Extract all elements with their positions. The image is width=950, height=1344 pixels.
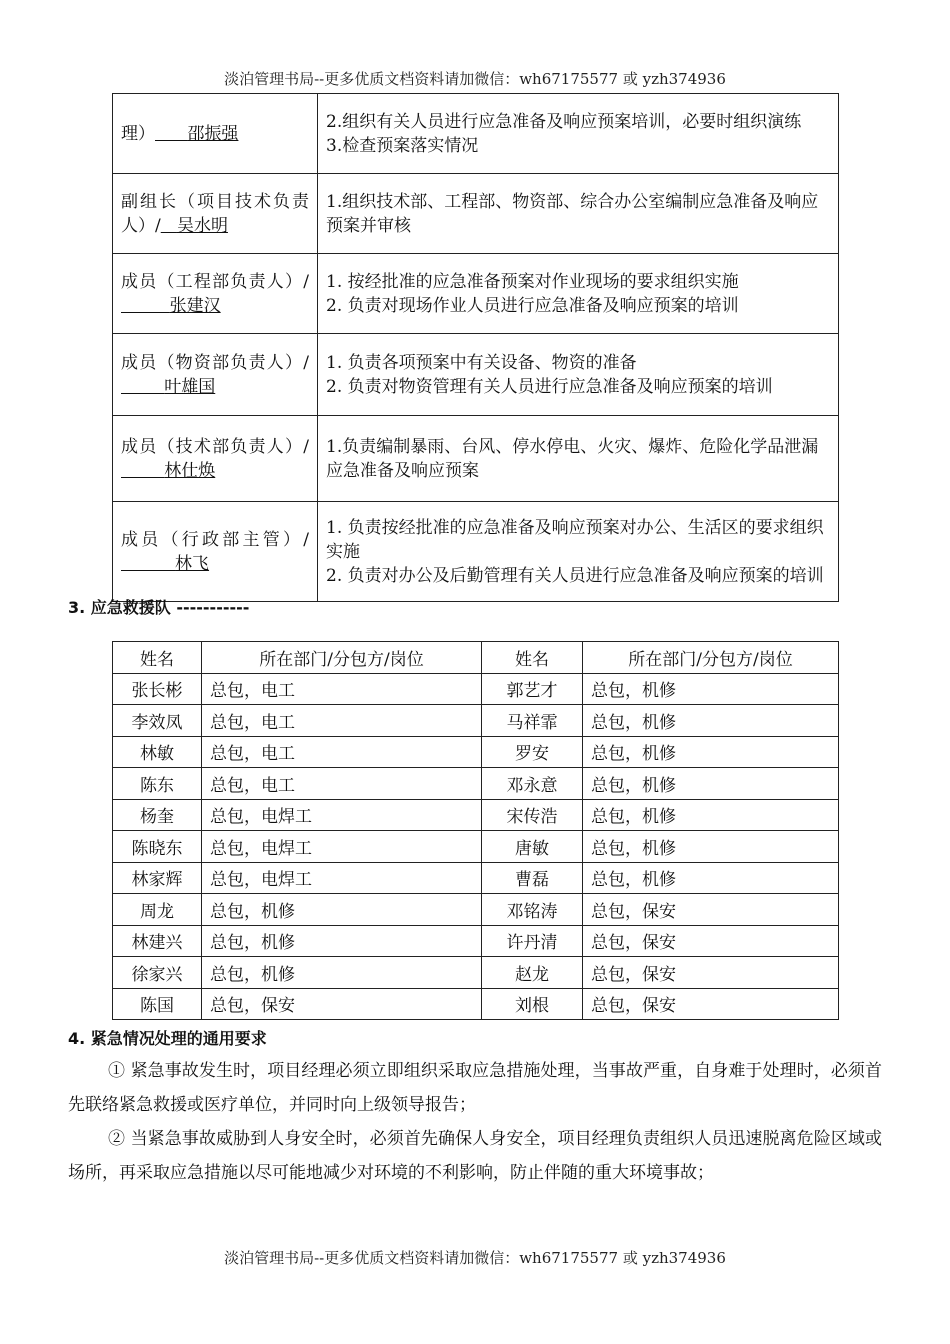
page-footer: 淡泊管理书局--更多优质文档资料请加微信：wh67175577 或 yzh374936 — [224, 1249, 726, 1267]
member-name: 曹磊 — [482, 862, 583, 894]
org-row — [113, 416, 839, 502]
table-row — [113, 831, 839, 863]
requirement-paragraph: ② 当紧急事故威胁到人身安全时，必须首先确保人身安全，项目经理负责组织人员迅速脱离危险区域或场所，再采取应急措施以尽可能地减少对环境的不利影响，防止伴随的重大环境事故； — [68, 1129, 882, 1183]
org-role-cell — [113, 334, 318, 416]
page-header: 淡泊管理书局--更多优质文档资料请加微信：wh67175577 或 yzh374936 — [224, 70, 726, 88]
org-duty-item: 1.负责编制暴雨、台风、停水停电、火灾、爆炸、危险化学品泄漏应急准备及响应预案 — [326, 436, 819, 481]
member-dept: 总包，机修 — [202, 894, 482, 926]
member-dept: 总包，机修 — [583, 705, 839, 737]
org-role-cell — [113, 94, 318, 174]
org-duty-item: 2. 负责对办公及后勤管理有关人员进行应急准备及响应预案的培训 — [326, 565, 824, 586]
member-dept: 总包，保安 — [202, 988, 482, 1020]
org-row — [113, 502, 839, 602]
org-duty-item: 1. 负责按经批准的应急准备及响应预案对办公、生活区的要求组织实施 — [326, 517, 824, 562]
table-row — [113, 736, 839, 768]
member-name: 罗安 — [482, 736, 583, 768]
org-duty-cell — [318, 416, 839, 502]
org-row — [113, 254, 839, 334]
org-role-blank — [121, 554, 175, 574]
org-role-label: 理） — [121, 123, 155, 144]
org-role-label: 成员（行政部主管）/ — [121, 529, 309, 550]
table-row — [113, 925, 839, 957]
member-name: 林敏 — [113, 736, 202, 768]
org-member-name: 邵振强 — [187, 123, 239, 144]
member-dept: 总包，保安 — [583, 925, 839, 957]
org-duty-cell — [318, 254, 839, 334]
member-dept: 总包，电工 — [202, 705, 482, 737]
org-role-label: 成员（物资部负责人）/ — [121, 352, 309, 373]
org-duty-item: 3.检查预案落实情况 — [326, 135, 479, 156]
org-role-blank — [155, 124, 187, 144]
table-row — [113, 768, 839, 800]
member-dept: 总包，电焊工 — [202, 862, 482, 894]
table-row — [113, 957, 839, 989]
org-duty-item: 1. 负责各项预案中有关设备、物资的准备 — [326, 352, 637, 373]
member-dept: 总包，机修 — [583, 736, 839, 768]
member-dept: 总包，机修 — [202, 957, 482, 989]
member-dept: 总包，机修 — [583, 673, 839, 705]
table-row — [113, 894, 839, 926]
member-dept: 总包，机修 — [583, 799, 839, 831]
column-header: 所在部门/分包方/岗位 — [202, 642, 482, 674]
org-duty-item: 1.组织技术部、工程部、物资部、综合办公室编制应急准备及响应预案并审核 — [326, 191, 819, 236]
table-row — [113, 799, 839, 831]
org-role-blank — [121, 377, 164, 397]
member-name: 刘根 — [482, 988, 583, 1020]
org-member-name: 林仕焕 — [164, 460, 216, 481]
member-dept: 总包，电工 — [202, 736, 482, 768]
member-name: 许丹清 — [482, 925, 583, 957]
org-role-label: 副组长（项目技术负责人）/ — [121, 191, 309, 236]
org-role-label: 成员（技术部负责人）/ — [121, 436, 309, 457]
member-dept: 总包，机修 — [202, 925, 482, 957]
org-member-name: 张建汉 — [169, 295, 221, 316]
section-3-title: 3. 应急救援队 ----------- — [68, 598, 250, 617]
member-name: 陈东 — [113, 768, 202, 800]
member-dept: 总包，机修 — [583, 862, 839, 894]
section-4-title: 4. 紧急情况处理的通用要求 — [68, 1029, 267, 1048]
member-name: 杨奎 — [113, 799, 202, 831]
org-duty-item: 2. 负责对现场作业人员进行应急准备及响应预案的培训 — [326, 295, 739, 316]
member-dept: 总包，保安 — [583, 988, 839, 1020]
member-name: 徐家兴 — [113, 957, 202, 989]
member-name: 赵龙 — [482, 957, 583, 989]
member-name: 李效凤 — [113, 705, 202, 737]
rescue-team-table — [112, 641, 839, 1020]
org-duty-item: 2.组织有关人员进行应急准备及响应预案培训，必要时组织演练 — [326, 111, 802, 132]
table-row — [113, 673, 839, 705]
org-member-name: 林飞 — [175, 553, 210, 574]
org-duty-cell — [318, 502, 839, 602]
table-row — [113, 705, 839, 737]
member-name: 周龙 — [113, 894, 202, 926]
column-header: 姓名 — [482, 642, 583, 674]
table-row — [113, 862, 839, 894]
org-row — [113, 334, 839, 416]
org-role-cell — [113, 502, 318, 602]
member-dept: 总包，保安 — [583, 894, 839, 926]
table-row — [113, 988, 839, 1020]
org-role-label: 成员（工程部负责人）/ — [121, 271, 309, 292]
org-role-blank — [121, 296, 170, 316]
member-name: 陈国 — [113, 988, 202, 1020]
member-name: 林家辉 — [113, 862, 202, 894]
member-dept: 总包，机修 — [583, 831, 839, 863]
member-dept: 总包，电工 — [202, 673, 482, 705]
member-name: 宋传浩 — [482, 799, 583, 831]
org-duty-cell — [318, 94, 839, 174]
column-header: 所在部门/分包方/岗位 — [583, 642, 839, 674]
member-name: 张长彬 — [113, 673, 202, 705]
org-member-name: 叶雄国 — [164, 376, 216, 397]
member-dept: 总包，机修 — [583, 768, 839, 800]
table-header-row — [113, 642, 839, 674]
member-name: 唐敏 — [482, 831, 583, 863]
org-role-blank — [161, 216, 177, 236]
org-duty-item: 2. 负责对物资管理有关人员进行应急准备及响应预案的培训 — [326, 376, 773, 397]
org-role-blank — [121, 461, 164, 481]
column-header: 姓名 — [113, 642, 202, 674]
member-dept: 总包，电焊工 — [202, 831, 482, 863]
member-dept: 总包，电工 — [202, 768, 482, 800]
member-dept: 总包，电焊工 — [202, 799, 482, 831]
member-name: 邓铭涛 — [482, 894, 583, 926]
member-name: 林建兴 — [113, 925, 202, 957]
org-row — [113, 94, 839, 174]
requirement-paragraph: ① 紧急事故发生时，项目经理必须立即组织采取应急措施处理，当事故严重，自身难于处理时，必须首先联络紧急救援或医疗单位，并同时向上级领导报告； — [68, 1061, 882, 1115]
org-duty-cell — [318, 334, 839, 416]
member-name: 陈晓东 — [113, 831, 202, 863]
member-name: 郭艺才 — [482, 673, 583, 705]
org-duty-item: 1. 按经批准的应急准备预案对作业现场的要求组织实施 — [326, 271, 739, 292]
member-name: 马祥霏 — [482, 705, 583, 737]
org-role-cell — [113, 416, 318, 502]
org-member-name: 吴水明 — [176, 215, 228, 236]
member-dept: 总包，保安 — [583, 957, 839, 989]
org-role-cell — [113, 254, 318, 334]
org-role-cell — [113, 174, 318, 254]
member-name: 邓永意 — [482, 768, 583, 800]
org-row — [113, 174, 839, 254]
emergency-org-table — [112, 93, 839, 602]
org-duty-cell — [318, 174, 839, 254]
